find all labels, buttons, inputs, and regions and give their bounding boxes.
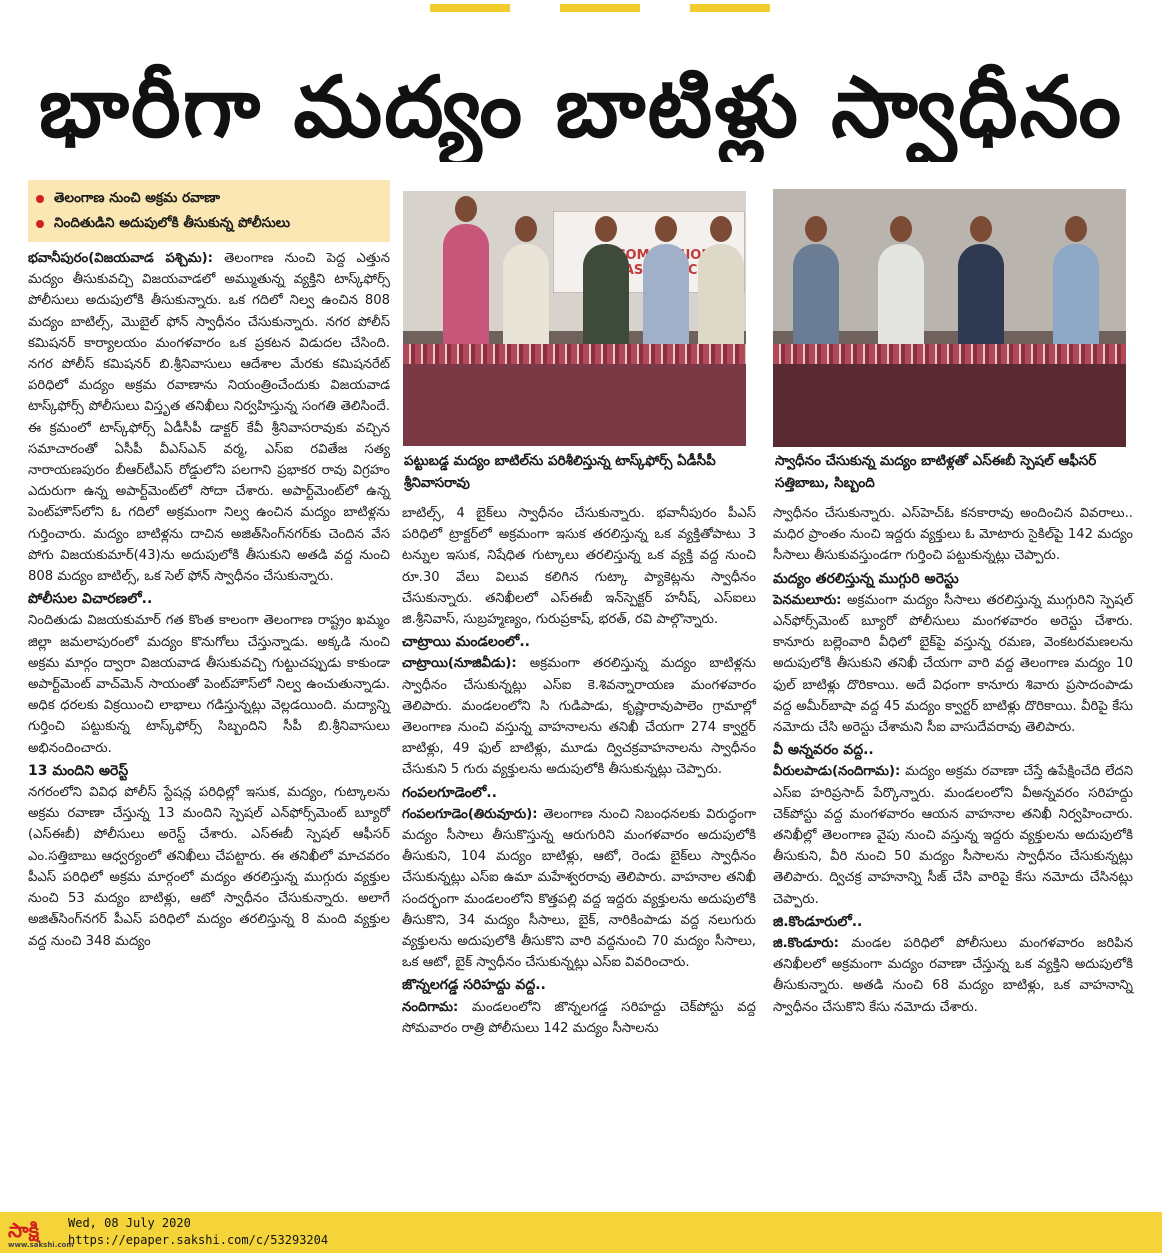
dateline: వీరులపాడు(నందిగామ): xyxy=(773,764,901,780)
photo-inspection xyxy=(403,191,746,446)
paragraph xyxy=(773,933,1133,1018)
photo-table xyxy=(403,364,746,446)
paragraph-text: మండలంలోని జొన్నలగడ్డ సరిహద్దు చెక్‌పోస్టు వద్ద సోమవారం రాత్రి పోలీసులు 142 మద్యం సీసాలను xyxy=(402,999,756,1036)
highlights-box xyxy=(28,180,390,242)
paragraph-text: మద్యం అక్రమ రవాణా చేస్తే ఉపేక్షించేది లేదని ఎస్ఐ హరిప్రసాద్ పేర్కొన్నారు. మండలంలోని వీఅన్నవరం సరిహద్దు చెక్‌పోస్టు వద్ద మంగళవారం ఆయన వాహనాల తనిఖీ నిర్వహించారు. తనిఖీల్లో తెలంగాణ వైపు నుంచి వస్తున్న ఇద్దరు వ్యక్తులను అదుపులోకి తీసుకుని, వీరి నుంచి 50 మద్యం సీసాలను స్వాధీనం చేసుకున్నట్లు తెలిపారు. ద్విచక్ర వాహనాన్ని సీజ్ చేసి వారిపై కేసు నమోదు చేసినట్లు చెప్పారు. xyxy=(773,764,1133,907)
dateline: గంపలగూడెం(తిరువూరు): xyxy=(402,806,538,822)
paragraph-text: మండల పరిధిలో పోలీసులు మంగళవారం జరిపిన తనిఖీలలో అక్రమంగా మద్యం రవాణా చేస్తున్న ఒక వ్యక్తిని అదుపులోకి తీసుకున్నారు. అతడి నుంచి 68 మద్యం బాటిళ్లు, ఒక వాహనాన్ని స్వాధీనం చేసుకొని కేసు నమోదు చేశారు. xyxy=(773,936,1133,1015)
column-3 xyxy=(773,503,1133,1018)
epaper-footer xyxy=(0,1212,1162,1253)
subheading: జొన్నలగడ్డ సరిహద్దు వద్ద.. xyxy=(402,977,546,994)
subheading: వీ అన్నవరం వద్ద.. xyxy=(773,742,874,759)
subheading: గంపలగూడెంలో.. xyxy=(402,784,497,801)
column-1 xyxy=(28,180,390,952)
top-color-strip xyxy=(0,0,1162,22)
paragraph xyxy=(773,761,1133,909)
highlight-text: నిందితుడిని అదుపులోకి తీసుకున్న పోలీసులు xyxy=(54,215,291,231)
paragraph: స్వాధీనం చేసుకున్నారు. ఎస్‌హెచ్ఓ కనకారావు అందించిన వివరాలు.. మధిర ప్రాంతం నుంచి ఇద్దరు వ్యక్తులు ఓ మోటారు సైకిల్‌పై 142 మద్యం సీసాలు తీసుకువస్తుండగా గుర్తించి పట్టుకున్నట్లు చెప్పారు. xyxy=(773,506,1133,564)
banner-text: TASK xyxy=(616,263,654,278)
highlight-item xyxy=(36,211,382,236)
paragraph: నిందితుడు విజయకుమార్ గత కొంత కాలంగా తెలంగాణ రాష్ట్రం ఖమ్మం జిల్లా జమలాపురంలో మద్యం కొనుగోలు చేస్తున్నాడు. అక్కడి నుంచి అక్రమ మార్గం ద్వారా విజయవాడ తీసుకువచ్చి గుట్టుచప్పుడు కాకుండా అపార్ట్‌మెంట్ వాచ్‌మెన్ సాయంతో పెంట్‌హౌస్‌లో నిల్వ ఉంచుతున్నాడు. అధిక ధరలకు విక్రయించి లాభాలు గడిస్తున్నట్లు వెల్లడయింది. మద్యాన్ని గుర్తించి పట్టుకున్న టాస్క్‌ఫోర్స్ సిబ్బందిని సీపీ బి.శ్రీనివాసులు అభినందించారు. xyxy=(28,613,390,756)
paragraph xyxy=(773,590,1133,738)
paragraph: బాటిల్స్, 4 బైక్‌లు స్వాధీనం చేసుకున్నారు. భవానీపురం పీఎస్ పరిధిలో ట్రాక్టర్‌లో అక్రమంగా ఇసుక తరలిస్తున్న ఒక వ్యక్తితోపాటు 3 టన్నుల ఇసుక, నిషేధిత గుట్కాలు తరలిస్తున్న ఒక వ్యక్తి వద్ద నుంచి రూ.30 వేలు విలువ కలిగిన గుట్కా ప్యాకెట్లను స్వాధీనం చేసుకున్నారు. తనిఖీలలో ఎస్‌ఈబీ ఇన్‌స్పెక్టర్ హనీష్, ఎస్ఐలు జి.శ్రీనివాస్, సుబ్రహ్మణ్యం, గురుప్రకాష్, భరత్, రవి పాల్గొన్నారు. xyxy=(402,506,756,628)
photo-caption: పట్టుబడ్డ మద్యం బాటిల్‌ను పరిశీలిస్తున్న టాస్క్‌ఫోర్స్ ఏడీసీపీ శ్రీనివాసరావు xyxy=(404,453,716,491)
edition-date: Wed, 08 July 2020 xyxy=(68,1216,191,1230)
dateline: పెనమలూరు: xyxy=(773,592,842,608)
top-stripe xyxy=(560,4,640,12)
photo-seized-bottles xyxy=(773,189,1126,447)
top-stripe xyxy=(430,4,510,12)
highlight-text: తెలంగాణ నుంచి అక్రమ రవాణా xyxy=(54,190,220,206)
logo-text: సాక్షి xyxy=(8,1218,40,1242)
photo-caption: స్వాధీనం చేసుకున్న మద్యం బాటిళ్లతో ఎస్‌ఈబీ స్పెషల్ ఆఫీసర్ సత్తిబాబు, సిబ్బంది xyxy=(775,453,1097,491)
paragraph-text: అక్రమంగా మద్యం సీసాలు తరలిస్తున్న ముగ్గురిని స్పెషల్ ఎన్‌ఫోర్స్‌మెంట్ బ్యూరో పోలీసులు మంగళవారం అరెస్టు చేశారు. కానూరు బల్లెంవారి వీధిలో బైక్‌పై వస్తున్న రమణ, వెంకటరమణలను అదుపులోకి తీసుకుని తనిఖీ చేయగా వారి వద్ద తెలంగాణ మద్యం 10 ఫుల్ బాటిళ్లు దొరికాయి. అదే విధంగా కానూరు శివారు ప్రసాదంపాడు వద్ద అమీర్‌బాషా వద్ద 45 మద్యం క్వార్టర్ బాటిళ్లు దొరికాయి. వీరిపై కేసు నమోదు చేసి అరెస్టు చేశామని సీఐ వాసుదేవరావు తెలిపారు. xyxy=(773,592,1133,736)
bullet-icon xyxy=(36,195,44,203)
subheading: పోలీసుల విచారణలో.. xyxy=(28,591,153,608)
column-2 xyxy=(402,503,756,1039)
paragraph-text: తెలంగాణ నుంచి పెద్ద ఎత్తున మద్యం తీసుకువచ్చి విజయవాడలో అమ్ముతున్న వ్యక్తిని టాస్క్‌ఫోర్స్ పోలీసులు అదుపులోకి తీసుకున్నారు. ఒక గదిలో నిల్వ ఉంచిన 808 మద్యం బాటిల్స్, మొబైల్ ఫోన్ స్వాధీనం చేసుకున్నారు. నగర పోలీస్ కమిషనర్ కార్యాలయం మంగళవారం ఒక ప్రకటన విడుదల చేసింది. నగర పోలీస్ కమిషనర్ బి.శ్రీనివాసులు ఆదేశాల మేరకు కమిషనరేట్ పరిధిలో మద్యం అక్రమ రవాణాను నియంత్రించేందుకు విజయవాడ టాస్క్‌ఫోర్స్ పోలీసులు విస్తృత తనిఖీలు నిర్వహిస్తున్న సంగతి తెలిసిందే. ఈ క్రమంలో టాస్క్‌ఫోర్స్ ఏడీసీపీ డాక్టర్ కేవీ శ్రీనివాసరావుకు వచ్చిన సమాచారంతో ఏసీపీ వీఎస్‌ఎన్ వర్మ, ఎస్ఐ రవితేజ సత్య నారాయణపురం బీఆర్‌టీఎస్ రోడ్డులోని పలగాని ప్రభాకర రావు విగ్రహం ఎదురుగా ఉన్న అపార్ట్‌మెంట్‌లో సోదా చేశారు. అపార్ట్‌మెంట్‌లో ఉన్న పెంట్‌హౌస్‌లోని ఓ గదిలో అక్రమంగా నిల్వ ఉంచిన మద్యం బాటిళ్లను గుర్తించారు. మద్యం బాటిళ్లను దాచిన అజిత్‌సింగ్‌నగర్‌కు చెందిన వేస పోగు విజయకుమార్(43)ను అదుపులోకి తీసుకుని అతడి వద్ద నుంచి 808 మద్యం బాటిల్స్, ఒక సెల్ ఫోన్ స్వాధీనం చేసుకున్నారు. xyxy=(28,251,390,585)
logo-subtext: www.sakshi.com xyxy=(8,1241,74,1249)
paragraph xyxy=(402,804,756,974)
paragraph-text: తెలంగాణ నుంచి నిబంధనలకు విరుద్ధంగా మద్యం సీసాలు తీసుకొస్తున్న ఆరుగురిని మంగళవారం అదుపులోకి తీసుకుని, 104 మద్యం బాటిళ్లు, ఆటో, రెండు బైక్‌లు స్వాధీనం చేసుకున్నట్లు ఎస్ఐ ఉమా మహేశ్వరరావు తెలిపారు. వాహనాల తనిఖీ సందర్భంగా మండలంలోని కొత్తపల్లి వద్ద ఇద్దరు వ్యక్తులను అదుపులోకి తీసుకొని, 34 మద్యం సీసాలు, బైక్, నారికింపాడు వద్ద నలుగురు వ్యక్తులను అదుపులోకి తీసుకొని వారి వద్దనుంచి 70 మద్యం సీసాలు, ఒక ఆటో, బైక్ స్వాధీనం చేసుకున్నట్లు ఎస్ఐ వివరించారు. xyxy=(402,806,756,971)
sakshi-logo[interactable] xyxy=(8,1218,74,1249)
dateline: నందిగామ: xyxy=(402,999,459,1015)
paragraph-text: అక్రమంగా తరలిస్తున్న మద్యం బాటిళ్లను స్వాధీనం చేసుకున్నట్లు ఎస్ఐ కె.శివన్నారాయణ మంగళవారం తెలిపారు. మండలంలోని సి గుడిపాడు, కృష్ణారావుపాలెం గ్రామాల్లో తెలంగాణ నుంచి వస్తున్న వాహనాలను తనిఖీ చేయగా 274 క్వార్టర్ బాటిళ్లు, 49 ఫుల్ బాటిళ్లు, మూడు ద్విచక్రవాహనాలను స్వాధీనం చేసుకుని 5 గురు వ్యక్తులను అదుపులోకి తీసుకున్నట్లు చెప్పారు. xyxy=(402,656,756,778)
subheading: జి.కొండూరులో.. xyxy=(773,913,863,930)
subheading: చాట్రాయి మండలంలో.. xyxy=(402,634,530,651)
dateline: చాట్రాయి(నూజివీడు): xyxy=(402,656,517,672)
subheading: 13 మందిని అరెస్ట్ xyxy=(28,762,129,779)
paragraph xyxy=(28,248,390,587)
paragraph xyxy=(402,653,756,780)
top-stripe xyxy=(690,4,770,12)
epaper-link[interactable]: https://epaper.sakshi.com/c/53293204 xyxy=(68,1233,329,1247)
paragraph xyxy=(402,997,756,1039)
subheading: మద్యం తరలిస్తున్న ముగ్గురి అరెస్టు xyxy=(773,570,959,587)
dateline: భవానీపురం(విజయవాడ పశ్చిమ): xyxy=(28,251,213,266)
article-headline: భారీగా మద్యం బాటిళ్లు స్వాధీనం xyxy=(38,58,1124,156)
paragraph: నగరంలోని వివిధ పోలీస్ స్టేషన్ల పరిధిల్లో ఇసుక, మద్యం, గుట్కాలను అక్రమ రవాణా చేస్తున్న 13 మందిని స్పెషల్ ఎన్‌ఫోర్స్‌మెంట్ బ్యూరో (ఎస్‌ఈబీ) పోలీసులు అరెస్ట్ చేశారు. ఎస్‌ఈబీ స్పెషల్ ఆఫీసర్ ఎం.సత్తిబాబు ఆధ్వర్యంలో తనిఖీలు చేపట్టారు. ఈ తనిఖీలో మాచవరం పీఎస్ పరిధిలో అక్రమ మార్గంలో మద్యం తరలిస్తున్న ముగ్గురు వ్యక్తుల నుంచి 53 మద్యం బాటిళ్లు, ఆటో స్వాధీనం చేసుకున్నారు. అలాగే అజిత్‌సింగ్‌నగర్ పీఎస్ పరిధిలో మద్యం తరలిస్తున్న 8 మంది వ్యక్తుల వద్ద నుంచి 348 మద్యం xyxy=(28,785,390,949)
photo-table xyxy=(773,364,1126,447)
highlight-item xyxy=(36,186,382,211)
bullet-icon xyxy=(36,220,44,228)
dateline: జి.కొండూరు: xyxy=(773,936,839,952)
